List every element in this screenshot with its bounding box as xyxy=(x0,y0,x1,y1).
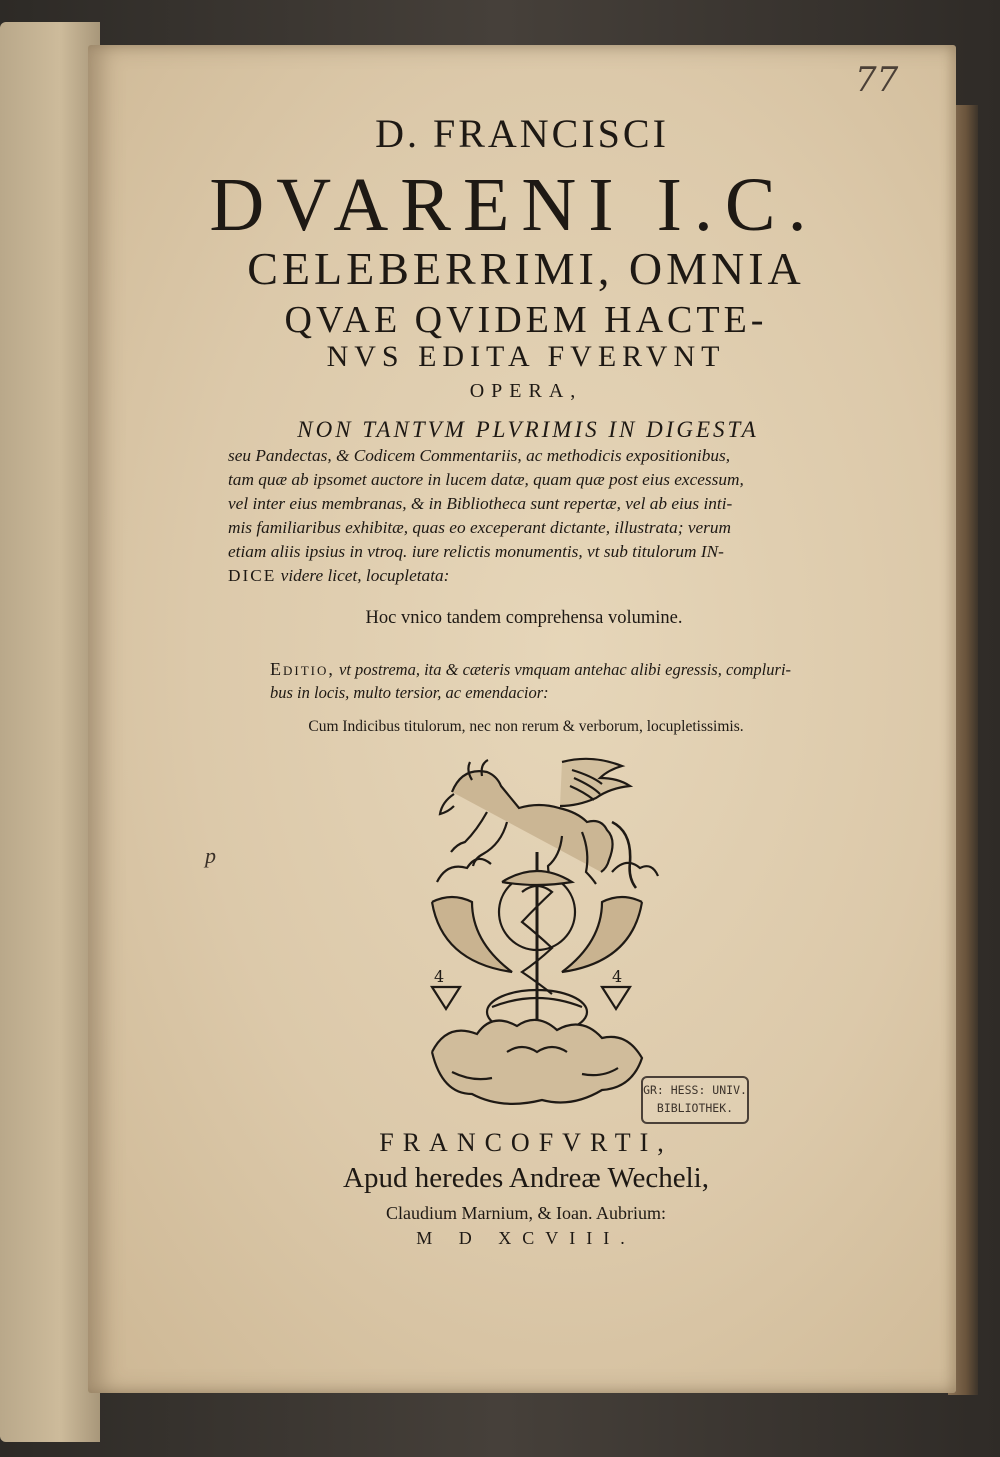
description-line: tam quæ ab ipsomet auctore in lucem datæ, quam quæ post eius excessum, xyxy=(228,470,744,489)
stamp-line-2: BIBLIOTHEK. xyxy=(656,1101,734,1115)
title-line-3: CELEBERRIMI, OMNIA xyxy=(247,243,805,294)
title-author-name: DVARENI I.C. xyxy=(209,163,819,247)
edition-line xyxy=(270,658,810,681)
imprint-city: FRANCOFVRTI, xyxy=(379,1128,673,1157)
printers-device-pegasus-woodcut xyxy=(412,752,662,1120)
svg-text:4: 4 xyxy=(612,967,623,986)
description-line xyxy=(228,564,828,588)
description-caps: DICE xyxy=(228,566,277,585)
library-stamp xyxy=(641,1076,749,1124)
indices-line: Cum Indicibus titulorum, nec non rerum & verborum, locupletissimis. xyxy=(308,718,744,735)
title-line-5: NVS EDITA FVERVNT xyxy=(326,340,726,373)
margin-mark: p xyxy=(205,843,216,868)
description-line-rest: videre licet, locupletata: xyxy=(276,566,450,585)
imprint-publisher: Apud heredes Andreæ Wecheli, xyxy=(343,1162,709,1194)
edition-note xyxy=(270,658,810,704)
title-line-6: OPERA, xyxy=(469,380,583,402)
stamp-line-1: GR: HESS: UNIV. xyxy=(643,1083,747,1097)
description-line: etiam aliis ipsius in vtroq. iure relictis monumentis, vt sub titulorum IN- xyxy=(228,542,724,561)
title-line-1: D. FRANCISCI xyxy=(375,111,669,156)
description-block xyxy=(228,418,828,588)
foliation-number: 77 xyxy=(855,60,899,100)
edition-lead: Editio, xyxy=(270,659,335,679)
edition-line: bus in locis, multo tersior, ac emendacior: xyxy=(270,683,549,702)
svg-text:4: 4 xyxy=(434,967,445,986)
volume-subtitle: Hoc vnico tandem comprehensa volumine. xyxy=(365,608,683,628)
description-line: seu Pandectas, & Codicem Commentariis, ac methodicis expositionibus, xyxy=(228,446,731,465)
description-line: vel inter eius membranas, & in Bibliotheca sunt repertæ, vel ab eius inti- xyxy=(228,494,733,513)
description-line: mis familiaribus exhibitæ, quas eo exceperant dictante, illustrata; verum xyxy=(228,518,732,537)
imprint-printers: Claudium Marnium, & Ioan. Aubrium: xyxy=(386,1203,666,1223)
description-first-line: NON TANTVM PLVRIMIS IN DIGESTA xyxy=(297,417,759,442)
edition-line-rest: vt postrema, ita & cæteris vmquam antehac alibi egressis, compluri- xyxy=(334,660,792,679)
title-line-4: QVAE QVIDEM HACTE- xyxy=(284,299,768,341)
imprint-year: M D XCVIII. xyxy=(416,1228,636,1248)
